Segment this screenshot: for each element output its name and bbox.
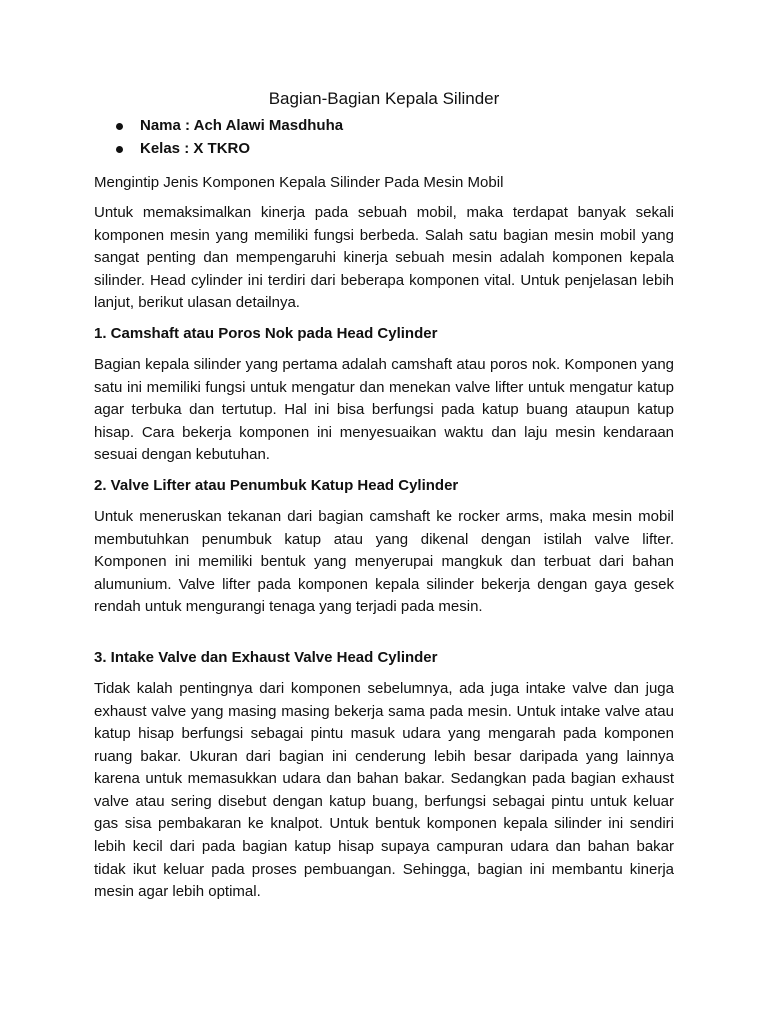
section-heading-intake-exhaust: 3. Intake Valve dan Exhaust Valve Head Cylinder [94, 648, 438, 666]
bullet-item-name [94, 115, 674, 137]
section-body-camshaft: Bagian kepala silinder yang pertama adalah camshaft atau poros nok. Komponen yang satu ini memiliki fungsi untuk mengatur dan menekan valve lifter untuk mengatur katup agar terbuka dan tertutup. Hal ini bisa berfungsi pada katup buang ataupun katup hisap. Cara bekerja komponen ini menyesuaikan waktu dan laju mesin kendaraan sesuai dengan kebutuhan. [94, 355, 674, 464]
section-body-intake-exhaust: Tidak kalah pentingnya dari komponen sebelumnya, ada juga intake valve dan juga exhaust valve yang masing masing bekerja sama pada mesin. Untuk intake valve atau katup hisap berfungsi sebagai pintu masuk udara yang mengarah pada komponen ruang bakar. Ukuran dari bagian ini cenderung lebih besar daripada yang lainnya karena untuk memasukkan udara dan bahan bakar. Sedangkan pada bagian exhaust valve atau sering disebut dengan katup buang, berfungsi sebagai pintu untuk keluar gas sisa pembakaran ke knalpot. Untuk bentuk komponen kepala silinder ini sendiri lebih kecil dari pada bagian katup hisap supaya campuran udara dan bahan bakar tidak ikut keluar pada proses pembuangan. Sehingga, bagian ini membantu kinerja mesin agar lebih optimal. [94, 679, 674, 901]
section-heading-valve-lifter: 2. Valve Lifter atau Penumbuk Katup Head Cylinder [94, 476, 459, 494]
section-body-valve-lifter: Untuk meneruskan tekanan dari bagian camshaft ke rocker arms, maka mesin mobil membutuhkan penumbuk katup atau yang dikenal dengan istilah valve lifter. Komponen ini memiliki bentuk yang menyerupai mangkuk dan terbuat dari bahan alumunium. Valve lifter pada komponen kepala silinder bekerja dengan gaya gesek rendah untuk mengurangi tenaga yang terjadi pada mesin. [94, 507, 674, 616]
bullet-text: Kelas : X TKRO [140, 140, 251, 157]
document-title: Bagian-Bagian Kepala Silinder [268, 89, 500, 108]
document-page [94, 88, 674, 912]
bullet-text: Nama : Ach Alawi Masdhuha [140, 117, 344, 134]
bullet-dot-icon [116, 123, 123, 130]
bullet-item-class [94, 138, 674, 160]
section-heading-camshaft: 1. Camshaft atau Poros Nok pada Head Cylinder [94, 324, 438, 342]
document-subtitle: Mengintip Jenis Komponen Kepala Silinder Pada Mesin Mobil [94, 174, 504, 191]
bullet-dot-icon [116, 146, 123, 153]
section-spacer [94, 627, 674, 647]
intro-paragraph: Untuk memaksimalkan kinerja pada sebuah mobil, maka terdapat banyak sekali komponen mesin yang memiliki fungsi berbeda. Salah satu bagian mesin mobil yang sangat penting dan mempengaruhi kinerja sebuah mesin adalah komponen kepala silinder. Head cylinder ini terdiri dari beberapa komponen vital. Untuk penjelasan lebih lanjut, berikut ulasan detailnya. [94, 204, 674, 312]
identity-list [94, 115, 674, 160]
